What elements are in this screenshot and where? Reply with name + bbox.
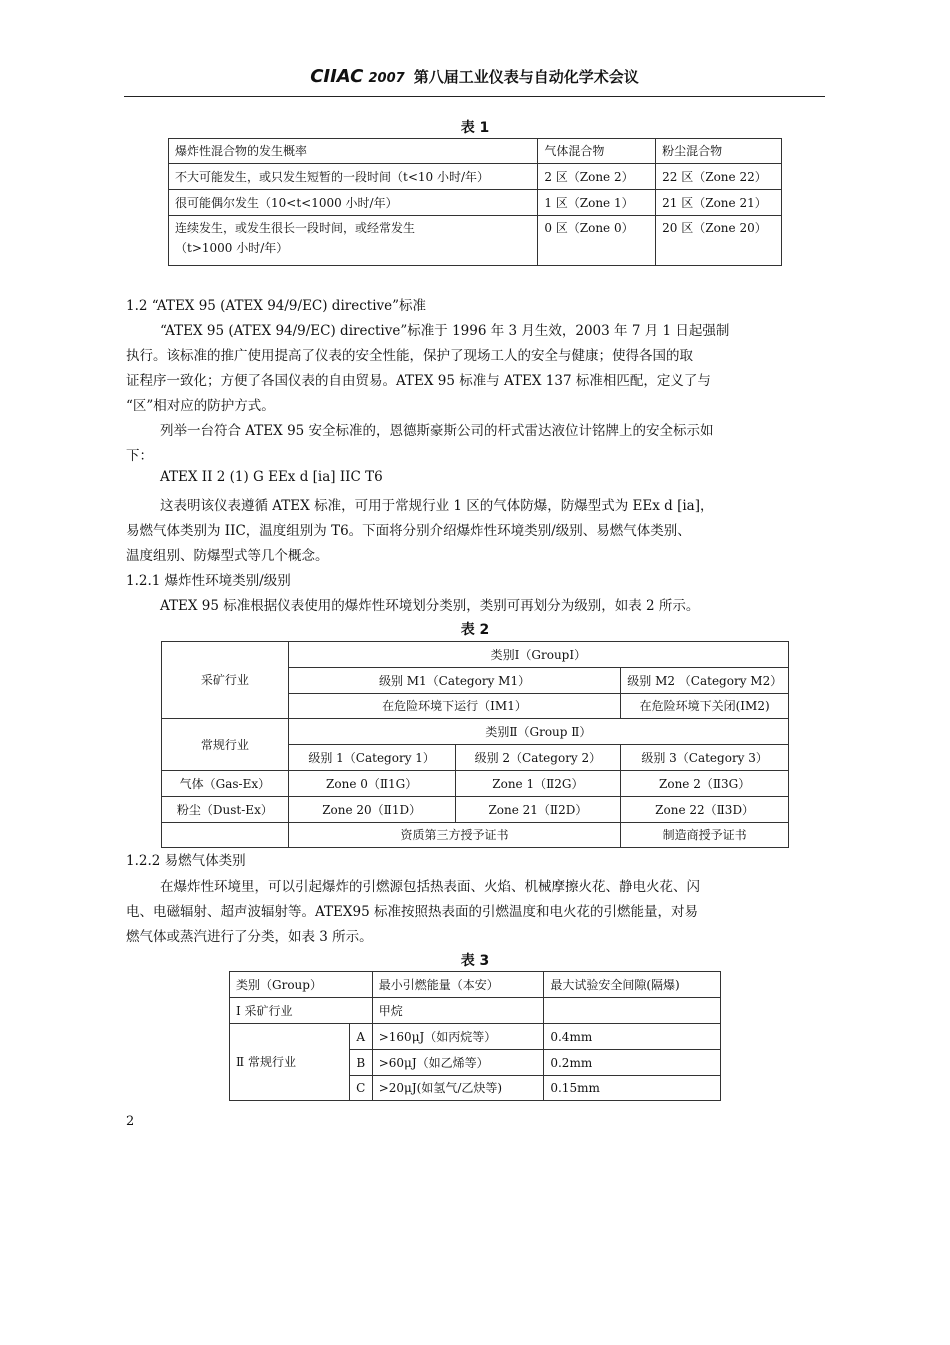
paragraph-line: 这表明该仪表遵循 ATEX 标准，可用于常规行业 1 区的气体防爆，防爆型式为 EEx d [ia]， <box>160 498 714 514</box>
paragraph-line: ATEX 95 标准根据仪表使用的爆炸性环境划分类别，类别可再划分为级别，如表 2 所示。 <box>160 598 700 614</box>
table2-group2: 类别Ⅱ（Group Ⅱ） <box>288 719 788 745</box>
section-heading: 1.2 “ATEX 95 (ATEX 94/9/EC) directive”标准 <box>126 298 427 314</box>
table2-cat1: 级别 1（Category 1） <box>288 745 455 771</box>
table2-cell: Zone 21（Ⅱ2D） <box>455 797 621 823</box>
table3 <box>229 971 721 1101</box>
table1 <box>168 138 782 266</box>
table1-cell: 22 区（Zone 22） <box>656 164 782 190</box>
paragraph-line: 燃气体或蒸汽进行了分类，如表 3 所示。 <box>126 929 373 945</box>
marking-code: ATEX II 2 (1) G EEx d [ia] IIC T6 <box>160 469 383 485</box>
page-header <box>124 66 825 97</box>
table2-third-party-cert: 资质第三方授予证书 <box>288 823 620 848</box>
table3-general: Ⅱ 常规行业 <box>230 1024 350 1101</box>
table3-gap: 0.2mm <box>544 1050 721 1076</box>
table3-energy: >160μJ（如丙烷等） <box>372 1024 544 1050</box>
table3-gap: 0.15mm <box>544 1076 721 1101</box>
table3-energy: >60μJ（如乙烯等） <box>372 1050 544 1076</box>
table2-mining-label: 采矿行业 <box>162 642 289 719</box>
table3-empty-cell <box>544 998 721 1024</box>
table3-header-group: 类别（Group） <box>230 972 373 998</box>
paragraph-line: 温度组别、防爆型式等几个概念。 <box>126 548 329 564</box>
table2-im1: 在危险环境下运行（IM1） <box>288 694 620 719</box>
table1-caption: 表 1 <box>460 120 490 136</box>
table3-energy: >20μJ(如氢气/乙炔等) <box>372 1076 544 1101</box>
table3-gap: 0.4mm <box>544 1024 721 1050</box>
table1-cell: 2 区（Zone 2） <box>538 164 656 190</box>
paragraph-line: “区”相对应的防护方式。 <box>126 398 275 414</box>
table1-cell: 20 区（Zone 20） <box>656 216 782 266</box>
table1-cell: 0 区（Zone 0） <box>538 216 656 266</box>
table2-cell: Zone 0（Ⅱ1G） <box>288 771 455 797</box>
paragraph-line: 执行。该标准的推广使用提高了仪表的安全性能，保护了现场工人的安全与健康；使得各国的取 <box>126 348 693 364</box>
table2-empty-cell <box>162 823 289 848</box>
table1-cell: 不大可能发生，或只发生短暂的一段时间（t<10 小时/年） <box>169 164 538 190</box>
paragraph-line: 电、电磁辐射、超声波辐射等。ATEX95 标准按照热表面的引燃温度和电火花的引燃能量，对易 <box>126 904 698 920</box>
table3-sub: B <box>349 1050 372 1076</box>
table2-cell: Zone 20（Ⅱ1D） <box>288 797 455 823</box>
paragraph-line: 在爆炸性环境里，可以引起爆炸的引燃源包括热表面、火焰、机械摩擦火花、静电火花、闪 <box>160 879 700 895</box>
table2-cell: Zone 1（Ⅱ2G） <box>455 771 621 797</box>
table3-header-gap: 最大试验安全间隙(隔爆) <box>544 972 721 998</box>
table2-caption: 表 2 <box>460 622 490 638</box>
table1-cell-line: 连续发生，或发生很长一段时间，或经常发生 <box>175 221 416 235</box>
table2-manufacturer-cert: 制造商授予证书 <box>621 823 789 848</box>
page-number: 2 <box>126 1114 135 1129</box>
table3-sub: C <box>349 1076 372 1101</box>
table1-cell: 21 区（Zone 21） <box>656 190 782 216</box>
table2-cat2: 级别 2（Category 2） <box>455 745 621 771</box>
paragraph-line: “ATEX 95 (ATEX 94/9/EC) directive”标准于 1996 年 3 月生效，2003 年 7 月 1 日起强制 <box>160 323 730 339</box>
table2 <box>161 641 789 848</box>
table2-m1: 级别 M1（Category M1） <box>288 668 620 694</box>
table3-header-energy: 最小引燃能量（本安） <box>372 972 544 998</box>
table2-cell: Zone 22（Ⅱ3D） <box>621 797 789 823</box>
paragraph-line: 证程序一致化；方便了各国仪表的自由贸易。ATEX 95 标准与 ATEX 137 标准相匹配，定义了与 <box>126 373 711 389</box>
table2-cell: Zone 2（Ⅱ3G） <box>621 771 789 797</box>
conference-logo-year: 2007 <box>368 71 405 86</box>
table2-general-label: 常规行业 <box>162 719 289 771</box>
table1-cell <box>169 216 538 266</box>
paragraph-line: 下： <box>126 448 153 464</box>
table3-sub: A <box>349 1024 372 1050</box>
subsection-heading: 1.2.2 易燃气体类别 <box>126 853 246 869</box>
conference-logo: CIIAC <box>310 66 364 87</box>
paragraph-line: 易燃气体类别为 IIC，温度组别为 T6。下面将分别介绍爆炸性环境类别/级别、易燃气体类别、 <box>126 523 691 539</box>
table2-cat3: 级别 3（Category 3） <box>621 745 789 771</box>
table2-im2: 在危险环境下关闭(IM2) <box>621 694 789 719</box>
table2-m2: 级别 M2 （Category M2） <box>621 668 789 694</box>
subsection-heading: 1.2.1 爆炸性环境类别/级别 <box>126 573 291 589</box>
table3-mining: Ⅰ 采矿行业 <box>230 998 373 1024</box>
table1-cell: 很可能偶尔发生（10<t<1000 小时/年） <box>169 190 538 216</box>
conference-title: 第八届工业仪表与自动化学术会议 <box>413 68 639 86</box>
table1-header-gas: 气体混合物 <box>538 139 656 164</box>
table2-gas-label: 气体（Gas-Ex） <box>162 771 289 797</box>
table2-dust-label: 粉尘（Dust-Ex） <box>162 797 289 823</box>
table1-cell-line: （t>1000 小时/年） <box>175 241 289 255</box>
table1-cell: 1 区（Zone 1） <box>538 190 656 216</box>
table1-header-probability: 爆炸性混合物的发生概率 <box>169 139 538 164</box>
table3-methane: 甲烷 <box>372 998 544 1024</box>
table2-group1: 类别Ⅰ（GroupⅠ） <box>288 642 788 668</box>
paragraph-line: 列举一台符合 ATEX 95 安全标准的，恩德斯豪斯公司的杆式雷达液位计铭牌上的安全标示如 <box>160 423 714 439</box>
table3-caption: 表 3 <box>460 953 490 969</box>
table1-header-dust: 粉尘混合物 <box>656 139 782 164</box>
